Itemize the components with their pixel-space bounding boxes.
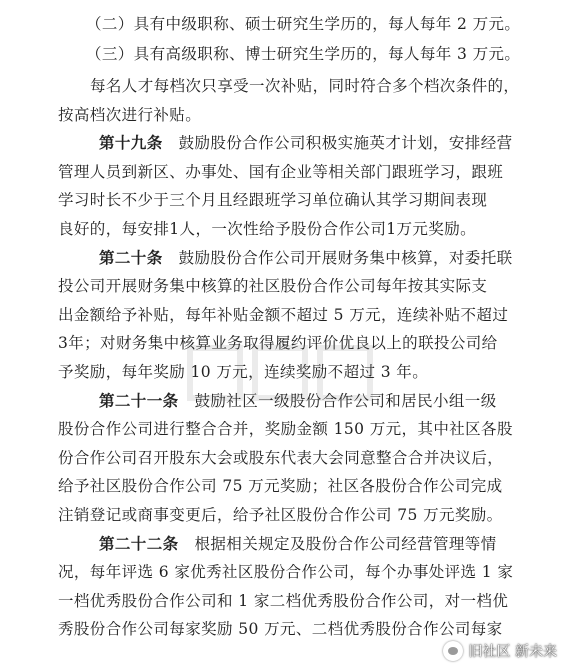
article-heading: 第二十条 xyxy=(99,248,163,267)
paragraph-line: 按高档次进行补贴。 xyxy=(58,106,202,124)
article-heading: 第十九条 xyxy=(99,133,163,152)
paragraph-line: 每名人才每档次只享受一次补贴，同时符合多个档次条件的， xyxy=(90,77,520,95)
article-text: 鼓励股份合作公司开展财务集中核算，对委托联 xyxy=(178,249,513,267)
account-name: 旧社区 新未来 xyxy=(468,644,557,660)
article-heading: 第二十二条 xyxy=(99,534,179,553)
paragraph-line: 予奖励，每年奖励 10 万元，连续奖励不超过 3 年。 xyxy=(58,363,429,381)
article-21-line xyxy=(99,391,497,411)
paragraph-line: 股份合作公司进行整合合并，奖励金额 150 万元，其中社区各股 xyxy=(58,420,513,438)
paragraph-line: 份合作公司召开股东大会或股东代表大会同意整合合并决议后， xyxy=(58,449,504,467)
article-text: 根据相关规定及股份合作公司经营管理等情 xyxy=(194,535,497,553)
paragraph-line: 投公司开展财务集中核算的社区股份合作公司每年按其实际支 xyxy=(58,277,488,295)
paragraph-line: （二）具有中级职称、硕士研究生学历的，每人每年 2 万元。 xyxy=(86,15,521,33)
paragraph-line: 一档优秀股份合作公司和 1 家二档优秀股份合作公司，对一档优 xyxy=(58,592,509,610)
paragraph-line: 出金额给予补贴，每年补贴金额不超过 5 万元，连续补贴不超过 xyxy=(58,306,509,324)
paragraph-line: 学习时长不少于三个月且经跟班学习单位确认其学习期间表现 xyxy=(58,191,488,209)
paragraph-line: 注销登记或商事变更后，给予社区股份合作公司 75 万元奖励。 xyxy=(58,506,503,524)
article-text: 鼓励社区一级股份合作公司和居民小组一级 xyxy=(194,392,497,410)
article-20-line xyxy=(99,248,513,268)
paragraph-line: 良好的，每安排1人，一次性给予股份合作公司1万元奖励。 xyxy=(58,220,477,238)
account-footer xyxy=(443,641,557,661)
wechat-official-account-icon xyxy=(443,641,463,661)
paragraph-line: 给予社区股份合作公司 75 万元奖励；社区各股份合作公司完成 xyxy=(58,477,503,495)
article-text: 鼓励股份合作公司积极实施英才计划，安排经营 xyxy=(178,134,513,152)
paragraph-line: （三）具有高级职称、博士研究生学历的，每人每年 3 万元。 xyxy=(86,45,521,63)
paragraph-line: 秀股份合作公司每家奖励 50 万元、二档优秀股份合作公司每家 xyxy=(58,620,503,638)
article-heading: 第二十一条 xyxy=(99,391,179,410)
paragraph-line: 管理人员到新区、办事处、国有企业等相关部门跟班学习，跟班 xyxy=(58,163,504,181)
paragraph-line: 3年；对财务集中核算业务取得履约评价优良以上的联投公司给 xyxy=(58,334,498,352)
paragraph-line: 况，每年评选 6 家优秀社区股份合作公司，每个办事处评选 1 家 xyxy=(58,563,514,581)
article-19-line xyxy=(99,133,513,153)
article-22-line xyxy=(99,534,497,554)
